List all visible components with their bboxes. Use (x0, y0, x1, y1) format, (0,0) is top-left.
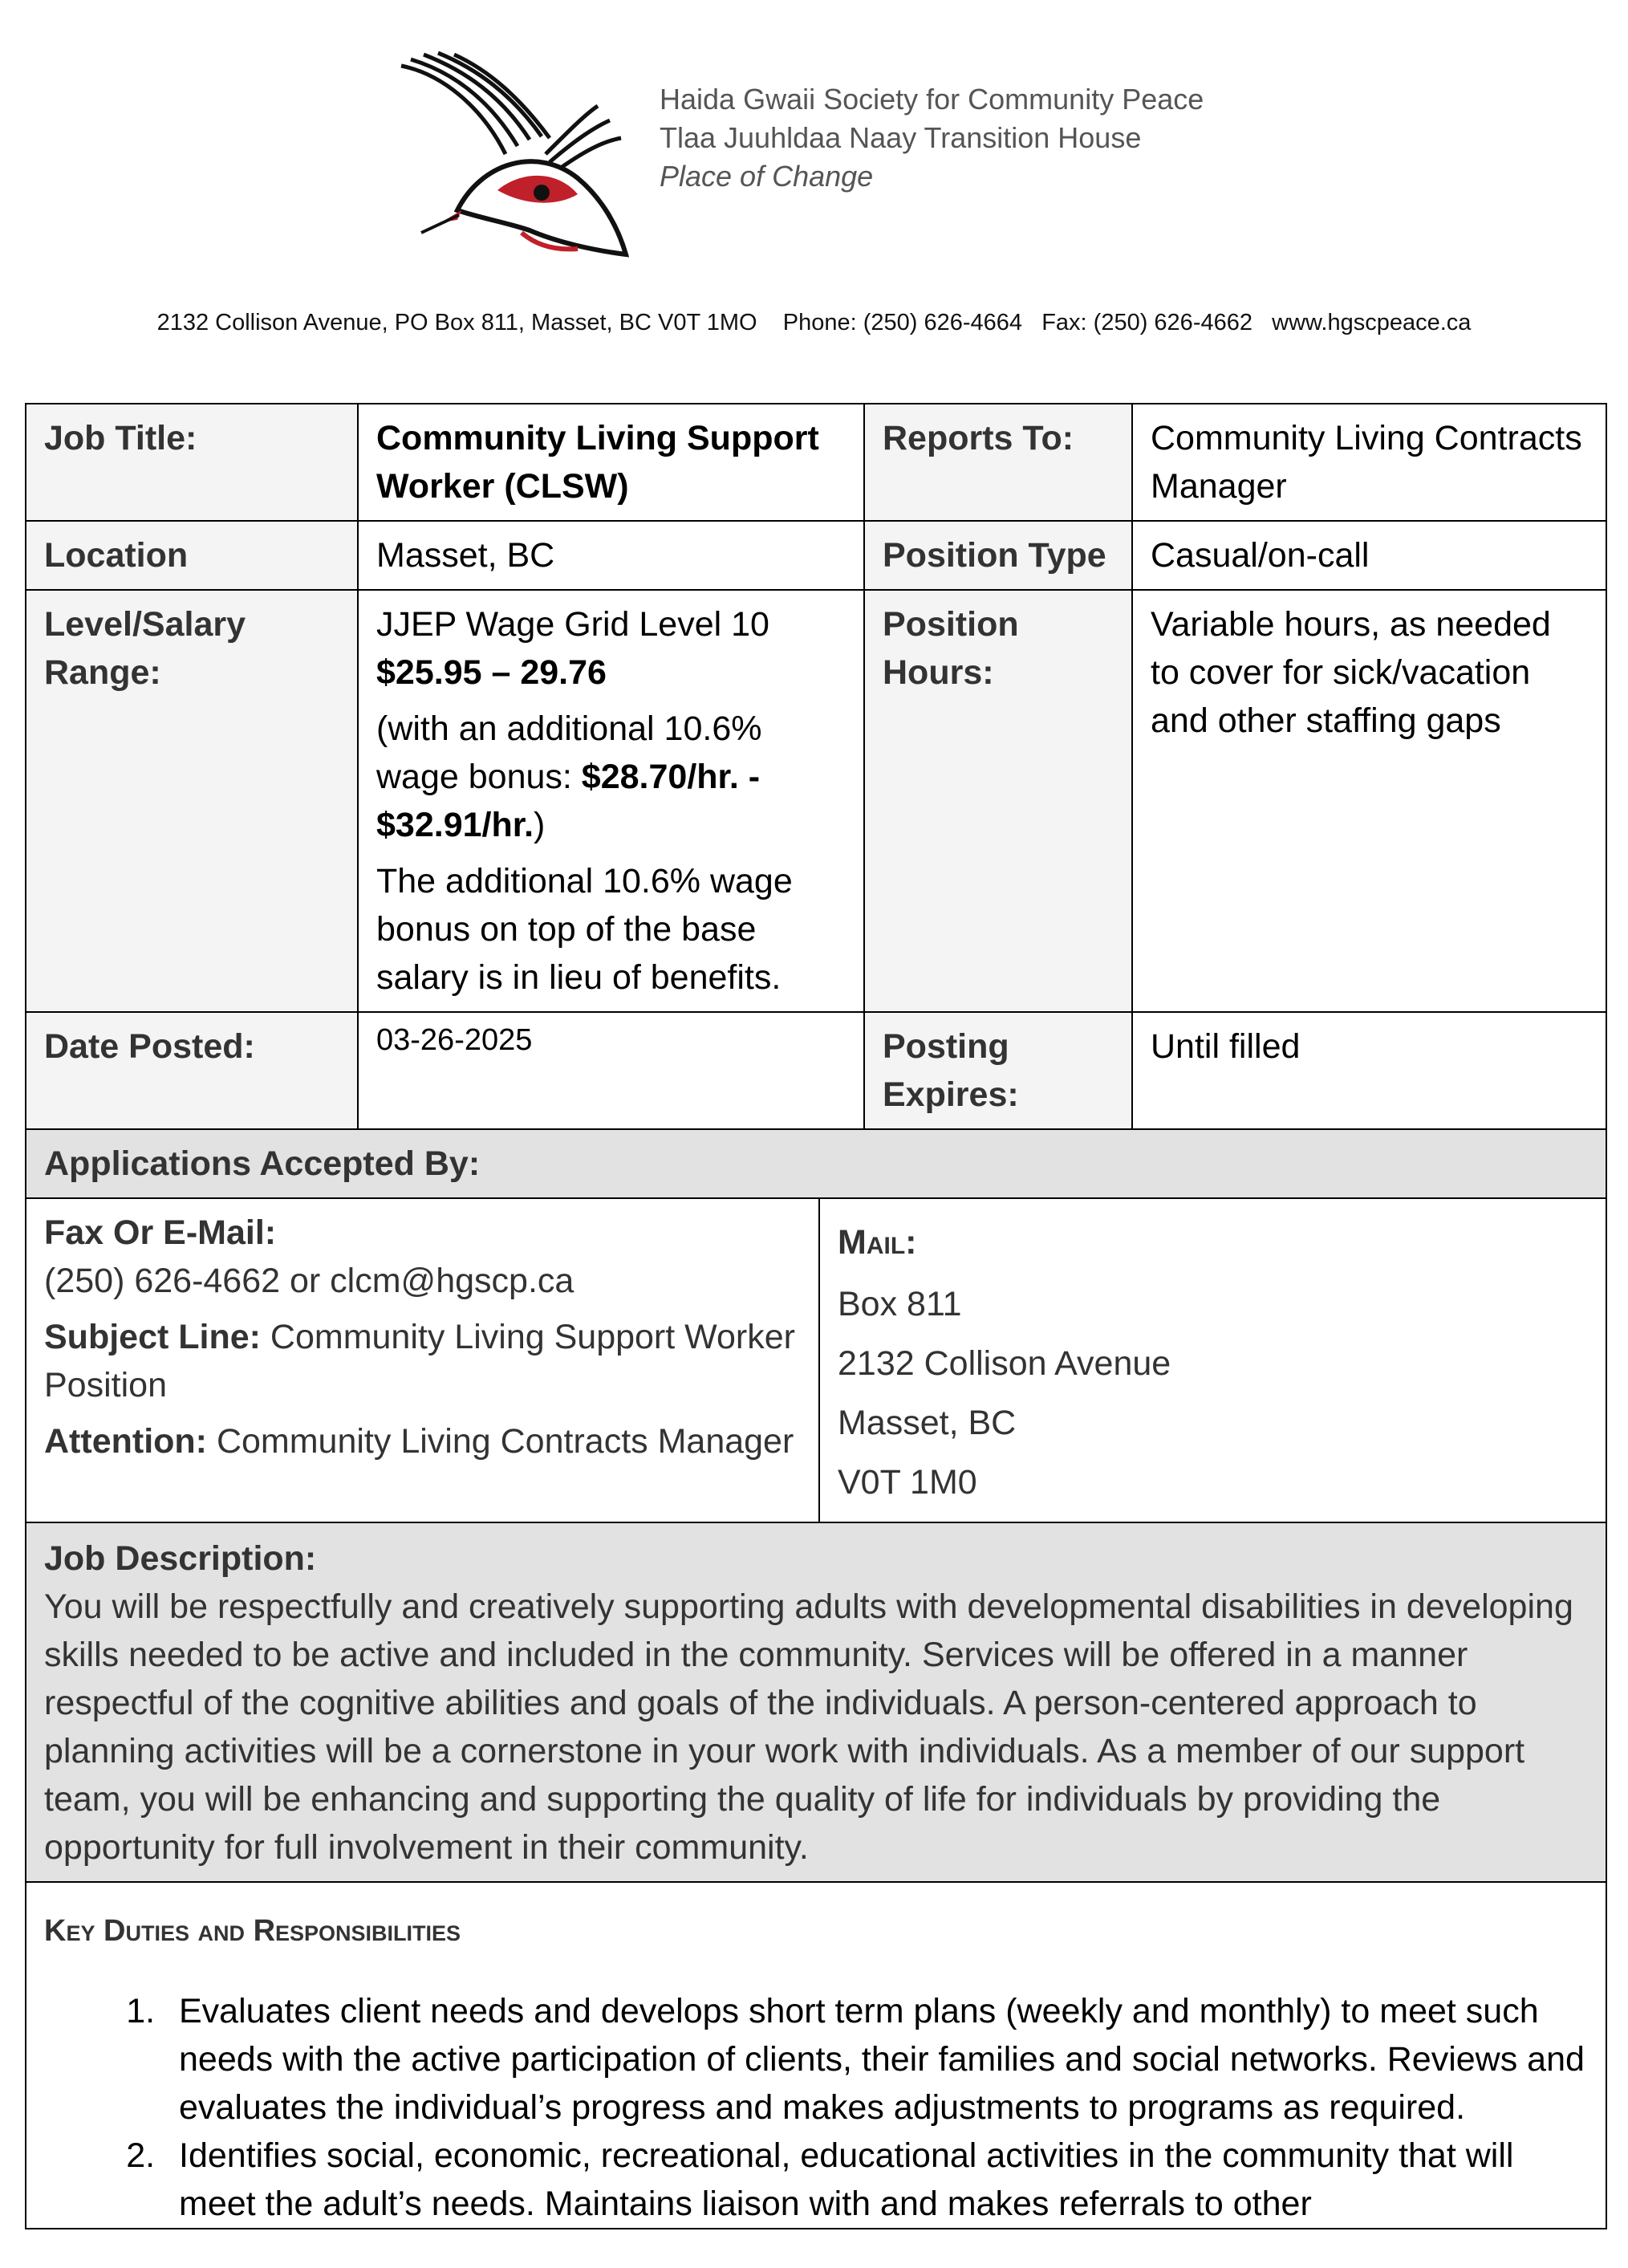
fax-email-value: (250) 626-4662 or clcm@hgscp.ca (44, 1262, 574, 1300)
position-hours-value: Variable hours, as needed to cover for sick/vacation and other staffing gaps (1151, 605, 1551, 740)
key-duties-section (26, 1881, 1606, 2228)
position-hours-label: Position Hours: (865, 591, 1133, 1011)
subject-line (44, 1313, 801, 1409)
row-title (26, 404, 1606, 522)
tagline: Place of Change (660, 160, 874, 193)
key-duties-heading: Key Duties and Responsibilities (44, 1914, 461, 1948)
duty-item: 2. Identifies social, economic, recreational, educational activities in the community that will meet the adult’s needs. Maintains liaison with and makes referrals to other (164, 2132, 1588, 2228)
mail-line: Box 811 (838, 1285, 962, 1323)
house-name: Tlaa Juuhldaa Naay Transition House (660, 121, 1142, 154)
fax-email-cell (26, 1199, 820, 1522)
duty-item: 1. Evaluates client needs and develops short term plans (weekly and monthly) to meet such needs with the active participation of clients, their families and social networks. Reviews and evaluates the individual’s progress and makes adjustments to programs as required. (164, 1987, 1588, 2132)
mail-line: 2132 Collison Avenue (838, 1344, 1171, 1383)
posting-expires-label: Posting Expires: (865, 1013, 1133, 1128)
job-title-label: Job Title: (26, 404, 359, 520)
mail-label: Mail: (838, 1223, 917, 1262)
organization-name: Haida Gwaii Society for Community Peace (660, 83, 1204, 116)
row-salary (26, 591, 1606, 1013)
wage-bonus-amount: $28.70/hr. - $32.91/hr. (376, 758, 761, 844)
location-label: Location (26, 522, 359, 589)
attention-value: Community Living Contracts Manager (207, 1422, 794, 1461)
job-description-text: You will be respectfully and creatively supporting adults with developmental disabilities in developing skills needed to be active and included in the community. Services will be offered in a manner respectful of the cognitive abilities and goals of the individuals. A person-centered approach to planning activities will be a cornerstone in your work with individuals. As a member of our support team, you will be enhancing and supporting the quality of life for individuals by providing the opportunity for full involvement in their community. (44, 1587, 1573, 1867)
date-posted-value: 03-26-2025 (359, 1013, 865, 1128)
job-description-heading: Job Description: (44, 1539, 317, 1578)
mail-address (838, 1274, 1588, 1512)
position-type-label: Position Type (865, 522, 1133, 589)
job-details-table (25, 403, 1607, 2229)
job-description-section (26, 1523, 1606, 1881)
row-location (26, 522, 1606, 591)
bonus-note: The additional 10.6% wage bonus on top of the base salary is in lieu of benefits. (376, 862, 793, 997)
attention-label: Attention: (44, 1422, 207, 1461)
haida-bird-icon (385, 50, 642, 274)
wage-bonus-prefix: (with an additional 10.6% wage bonus: (376, 709, 762, 796)
wage-grid: JJEP Wage Grid Level 10 (376, 605, 769, 644)
duties-list (44, 1987, 1588, 2228)
applications-heading: Applications Accepted By: (26, 1130, 1606, 1199)
mail-line: Masset, BC (838, 1404, 1017, 1442)
mail-line: V0T 1M0 (838, 1463, 977, 1502)
subject-line-value: Community Living Support Worker Position (44, 1318, 795, 1404)
subject-line-label: Subject Line: (44, 1318, 261, 1356)
attention-line (44, 1417, 801, 1465)
fax-email-label: Fax Or E-Mail: (44, 1213, 277, 1252)
salary-range: $25.95 – 29.76 (376, 653, 607, 692)
posting-expires-value: Until filled (1151, 1027, 1301, 1066)
wage-bonus-suffix: ) (534, 806, 546, 844)
mail-cell (820, 1199, 1606, 1522)
job-title-value: Community Living Support Worker (CLSW) (359, 404, 865, 520)
reports-to-label: Reports To: (865, 404, 1133, 520)
location-value: Masset, BC (359, 522, 865, 589)
salary-value (359, 591, 865, 1011)
salary-label: Level/Salary Range: (26, 591, 359, 1011)
reports-to-value: Community Living Contracts Manager (1151, 419, 1582, 506)
wage-bonus (376, 705, 846, 849)
date-posted-label: Date Posted: (26, 1013, 359, 1128)
contact-address-line: 2132 Collison Avenue, PO Box 811, Masset, BC V0T 1MO Phone: (250) 626-4664 Fax: (250) 626-4662 www.hgscpeace.ca (156, 310, 1472, 335)
row-applications (26, 1199, 1606, 1523)
organization-header (660, 80, 1204, 196)
row-dates (26, 1013, 1606, 1130)
position-type-value: Casual/on-call (1151, 536, 1370, 575)
